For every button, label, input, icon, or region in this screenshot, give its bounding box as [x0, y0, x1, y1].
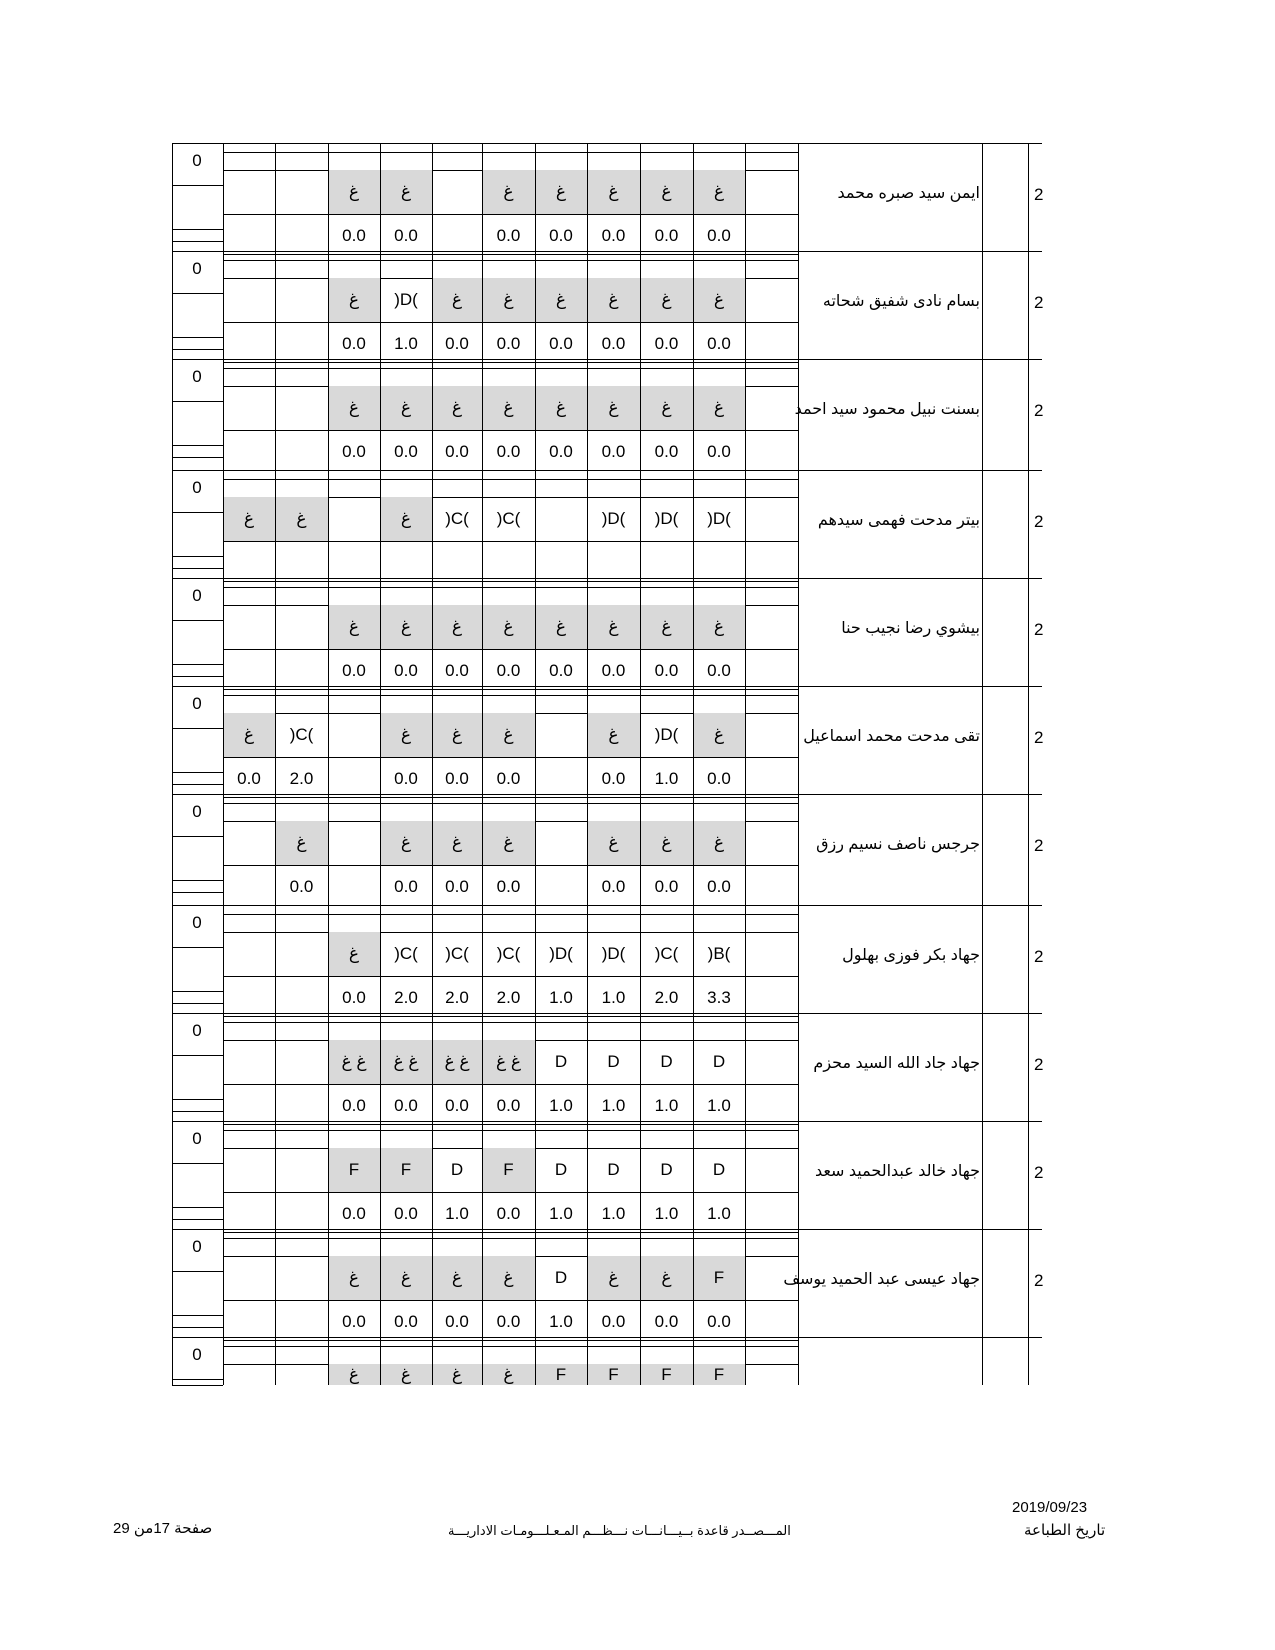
points-cell: 0.0 [496, 334, 521, 353]
points-cell: 1.0 [707, 1204, 731, 1223]
points-cell: 0.0 [342, 226, 366, 245]
points-cell: 1.0 [654, 1204, 679, 1223]
grade-cell: غ [693, 278, 745, 322]
total-subline [172, 241, 223, 242]
total-subline [172, 728, 223, 729]
grade-cell: غ غ [328, 1040, 380, 1084]
total-subline [172, 349, 223, 350]
grade-cell: )D( [601, 509, 626, 528]
name-column-right-border [982, 143, 983, 1385]
points-cell: 2.0 [289, 769, 314, 788]
grade-cell: غ [328, 386, 380, 430]
grade-cell: D [660, 1052, 673, 1071]
points-cell: 0.0 [654, 877, 679, 896]
grade-cell: غ [587, 713, 640, 757]
student-name: جهاد جاد الله السيد محزم [813, 1055, 980, 1072]
points-cell: 0.0 [394, 661, 418, 680]
points-cell: 0.0 [289, 877, 314, 896]
grade-cell: )D( [394, 290, 418, 309]
grade-cell: غ [432, 713, 482, 757]
grade-cell: غ [693, 821, 745, 865]
grade-cell: غ [587, 170, 640, 214]
total-value: 0 [192, 1021, 202, 1040]
grade-column-border [693, 143, 694, 1385]
grade-cell: غ [482, 386, 535, 430]
record-top-border [172, 1121, 1042, 1122]
student-name: جرجس ناصف نسيم رزق [816, 836, 980, 853]
grade-cell: غ [328, 932, 380, 976]
grade-cell: غ غ [380, 1040, 432, 1084]
student-name: تقى مدحت محمد اسماعيل [803, 728, 980, 745]
total-subline [172, 457, 223, 458]
grade-cell: غ [640, 821, 693, 865]
student-name: بسنت نبيل محمود سيد احمد [794, 401, 980, 418]
grade-cell: غ [482, 170, 535, 214]
total-value: 0 [192, 802, 202, 821]
record-subrow-line [223, 1238, 798, 1239]
record-top-border [172, 470, 1042, 471]
points-cell: 0.0 [654, 1312, 679, 1331]
grade-cell: D [712, 1052, 726, 1071]
total-subline [172, 1055, 223, 1056]
points-cell: 0.0 [445, 334, 469, 353]
grade-cell: F [380, 1148, 432, 1192]
record-subrow-line [223, 914, 798, 915]
grade-cell: D [607, 1052, 620, 1071]
points-cell: 0.0 [342, 988, 366, 1007]
record-top-border [172, 143, 1042, 144]
grade-cell: F [693, 1364, 745, 1385]
student-name: ايمن سيد صبره محمد [837, 185, 980, 202]
total-subline [172, 445, 223, 446]
grade-cell: غ [328, 170, 380, 214]
points-cell: 0.0 [707, 442, 731, 461]
total-subline [172, 512, 223, 513]
grade-cell: غ [380, 386, 432, 430]
points-cell: 0.0 [707, 769, 731, 788]
total-subline [172, 1315, 223, 1316]
grade-cell: غ [693, 713, 745, 757]
record-top-border [172, 1013, 1042, 1014]
grade-cell: )D( [601, 944, 626, 963]
points-cell: 2.0 [654, 988, 679, 1007]
grade-cell: غ [640, 170, 693, 214]
sequence-number: 2 [1034, 1055, 1044, 1074]
total-value: 0 [192, 478, 202, 497]
source-caption: المـــصــدر قاعدة بــيـــانـــات نـــظـــم المـعـلـــومـات الاداريـــة [448, 1523, 791, 1538]
points-cell: 1.0 [549, 1204, 573, 1223]
points-cell: 0.0 [496, 442, 521, 461]
total-subline [172, 556, 223, 557]
grade-cell: غ [640, 605, 693, 649]
grade-cell: D [450, 1160, 464, 1179]
points-cell: 0.0 [601, 877, 626, 896]
grade-cell: غ [432, 1256, 482, 1300]
grade-cell: غ [482, 1256, 535, 1300]
total-subline [172, 293, 223, 294]
grade-cell: F [640, 1364, 693, 1385]
points-cell: 0.0 [394, 877, 418, 896]
points-cell: 0.0 [549, 442, 573, 461]
total-value: 0 [192, 694, 202, 713]
points-cell: 0.0 [601, 1312, 626, 1331]
points-cell: 1.0 [549, 1312, 573, 1331]
points-cell: 0.0 [394, 769, 418, 788]
grade-cell: )B( [707, 944, 731, 963]
grade-cell: )C( [394, 944, 418, 963]
points-cell: 1.0 [601, 1096, 626, 1115]
grade-cell: غ [482, 713, 535, 757]
sequence-number: 2 [1034, 293, 1044, 312]
record-subrow-line [223, 152, 798, 153]
points-cell: 1.0 [654, 1096, 679, 1115]
points-cell: 0.0 [445, 769, 469, 788]
grade-cell: غ [640, 386, 693, 430]
total-subline [172, 1163, 223, 1164]
total-subline [172, 229, 223, 230]
points-cell: 1.0 [654, 769, 679, 788]
grade-cell: )C( [496, 944, 521, 963]
total-subline [172, 1327, 223, 1328]
sequence-number: 2 [1034, 512, 1044, 531]
points-cell: 2.0 [445, 988, 469, 1007]
points-cell: 0.0 [496, 1312, 521, 1331]
grade-cell: غ [432, 821, 482, 865]
total-value: 0 [192, 1345, 202, 1364]
points-cell: 0.0 [707, 661, 731, 680]
grade-cell: F [328, 1148, 380, 1192]
record-subrow-line [223, 803, 798, 804]
grade-cell: F [535, 1364, 587, 1385]
points-cell: 0.0 [601, 334, 626, 353]
points-cell: 0.0 [707, 334, 731, 353]
total-subline [172, 1207, 223, 1208]
points-cell: 0.0 [237, 769, 261, 788]
points-cell: 1.0 [601, 1204, 626, 1223]
print-date-label: تاريخ الطباعة [1024, 1522, 1106, 1539]
grade-cell: غ [693, 605, 745, 649]
points-cell: 0.0 [601, 769, 626, 788]
points-cell: 0.0 [496, 226, 521, 245]
total-subline [172, 676, 223, 677]
student-name: بيتر مدحت فهمى سيدهم [817, 512, 980, 529]
points-cell: 0.0 [601, 442, 626, 461]
points-cell: 0.0 [342, 661, 366, 680]
total-subline [172, 1099, 223, 1100]
grade-cell: غ [587, 821, 640, 865]
points-cell: 2.0 [394, 988, 418, 1007]
points-cell: 0.0 [496, 1204, 521, 1223]
points-cell: 0.0 [496, 769, 521, 788]
grade-cell: غ [380, 713, 432, 757]
grade-cell: غ [223, 497, 275, 541]
grade-cell: غ [640, 278, 693, 322]
total-subline [172, 1271, 223, 1272]
sequence-number: 2 [1034, 836, 1044, 855]
points-cell: 0.0 [654, 442, 679, 461]
grade-cell: غ [693, 386, 745, 430]
grade-cell: D [554, 1268, 568, 1287]
grade-cell: غ [693, 170, 745, 214]
points-cell: 3.3 [707, 988, 731, 1007]
sequence-number: 2 [1034, 620, 1044, 639]
grade-column-border [482, 143, 483, 1385]
points-cell: 0.0 [394, 1204, 418, 1223]
grade-row-bottom [223, 541, 798, 542]
grade-cell: غ [482, 605, 535, 649]
sequence-number: 2 [1034, 185, 1044, 204]
points-cell: 1.0 [707, 1096, 731, 1115]
grade-column-border [640, 143, 641, 1385]
record-subrow-line [223, 695, 798, 696]
grade-column-border [587, 143, 588, 1385]
student-name: جهاد بكر فوزى بهلول [842, 947, 980, 964]
points-row-bottom [223, 581, 798, 582]
points-cell: 0.0 [549, 226, 573, 245]
total-value: 0 [192, 151, 202, 170]
total-value: 0 [192, 913, 202, 932]
grade-cell: غ [482, 821, 535, 865]
grade-cell: غ [482, 278, 535, 322]
grade-cell: غ [587, 1256, 640, 1300]
points-cell: 2.0 [496, 988, 521, 1007]
grade-cell: )C( [654, 944, 679, 963]
total-subline [172, 1219, 223, 1220]
grade-column-border [380, 143, 381, 1385]
table-bottom-clip [172, 1385, 223, 1386]
record-subrow-line [223, 260, 798, 261]
record-subrow-line [223, 368, 798, 369]
points-cell: 1.0 [601, 988, 626, 1007]
total-subline [172, 947, 223, 948]
total-subline [172, 185, 223, 186]
grade-cell: )C( [289, 725, 314, 744]
grade-column-border [275, 143, 276, 1385]
grade-cell: غ [587, 386, 640, 430]
record-top-border [172, 359, 1042, 360]
points-cell: 0.0 [394, 442, 418, 461]
total-subline [172, 337, 223, 338]
grade-cell: )D( [707, 509, 731, 528]
total-subline [172, 991, 223, 992]
points-cell: 0.0 [394, 1096, 418, 1115]
points-cell: 0.0 [654, 661, 679, 680]
points-cell: 1.0 [549, 988, 573, 1007]
grade-cell: F [482, 1148, 535, 1192]
sequence-number: 2 [1034, 1271, 1044, 1290]
grade-cell: غ غ [482, 1040, 535, 1084]
grade-cell: غ [275, 497, 328, 541]
points-cell: 0.0 [601, 661, 626, 680]
points-cell: 1.0 [549, 1096, 573, 1115]
grade-cell: غ [380, 821, 432, 865]
grade-cell: غ [535, 605, 587, 649]
grade-cell: غ [432, 1364, 482, 1385]
grade-cell: غ [587, 605, 640, 649]
grade-column-border [223, 143, 224, 1385]
points-cell: 0.0 [445, 877, 469, 896]
points-cell: 0.0 [496, 661, 521, 680]
grade-column-border [328, 143, 329, 1385]
grade-cell: غ [535, 170, 587, 214]
total-subline [172, 880, 223, 881]
grade-cell: )C( [445, 509, 469, 528]
grade-cell: غ [432, 386, 482, 430]
grade-cell: غ [482, 1364, 535, 1385]
total-value: 0 [192, 586, 202, 605]
record-subrow-line [223, 1346, 798, 1347]
student-name: بسام نادى شفيق شحاته [822, 293, 980, 310]
record-subrow-line [223, 1130, 798, 1131]
sequence-number: 2 [1034, 728, 1044, 747]
grade-cell: )C( [445, 944, 469, 963]
total-value: 0 [192, 1129, 202, 1148]
grade-cell: غ [328, 1364, 380, 1385]
record-top-border [172, 686, 1042, 687]
total-subline [172, 772, 223, 773]
total-subline [172, 664, 223, 665]
record-top-border [172, 578, 1042, 579]
grade-cell: غ [380, 605, 432, 649]
grade-cell: )C( [496, 509, 521, 528]
points-cell: 1.0 [445, 1204, 469, 1223]
grade-cell: D [660, 1160, 673, 1179]
points-cell: 1.0 [394, 334, 418, 353]
total-value: 0 [192, 367, 202, 386]
student-name: بيشوي رضا نجيب حنا [841, 620, 980, 637]
record-top-border [172, 905, 1042, 906]
total-subline [172, 620, 223, 621]
sequence-number: 2 [1034, 947, 1044, 966]
grade-cell: غ [275, 821, 328, 865]
points-cell: 0.0 [654, 226, 679, 245]
grade-cell: غ [535, 386, 587, 430]
grade-cell: غ [640, 1256, 693, 1300]
student-name: جهاد خالد عبدالحميد سعد [814, 1163, 980, 1180]
grade-cell: غ [223, 713, 275, 757]
grade-cell: D [712, 1160, 726, 1179]
points-cell: 0.0 [342, 1312, 366, 1331]
record-top-border [172, 1229, 1042, 1230]
total-value: 0 [192, 259, 202, 278]
points-cell: 0.0 [394, 226, 418, 245]
points-cell: 0.0 [342, 334, 366, 353]
points-cell: 0.0 [342, 1204, 366, 1223]
total-subline [172, 1379, 223, 1380]
grade-cell: )D( [654, 725, 679, 744]
record-subrow-line [223, 479, 798, 480]
grade-cell: غ [535, 278, 587, 322]
grade-cell: غ غ [432, 1040, 482, 1084]
points-cell: 0.0 [445, 1096, 469, 1115]
points-cell: 0.0 [549, 334, 573, 353]
total-subline [172, 401, 223, 402]
sequence-number: 2 [1034, 1163, 1044, 1182]
student-name: جهاد عيسى عبد الحميد يوسف [783, 1271, 980, 1288]
record-subrow-line [223, 1022, 798, 1023]
points-cell: 0.0 [496, 877, 521, 896]
grade-cell: غ [380, 170, 432, 214]
grade-cell: F [693, 1256, 745, 1300]
total-subline [172, 784, 223, 785]
grade-cell: غ [328, 605, 380, 649]
grade-cell: D [554, 1160, 568, 1179]
total-value: 0 [192, 1237, 202, 1256]
points-cell: 0.0 [445, 661, 469, 680]
points-cell: 0.0 [342, 442, 366, 461]
seq-column-border [1028, 143, 1029, 1385]
grade-cell: F [587, 1364, 640, 1385]
grade-cell: غ [328, 278, 380, 322]
grade-cell: غ [380, 497, 432, 541]
table-left-border [172, 143, 173, 1385]
grade-cell: غ [328, 1256, 380, 1300]
sequence-number: 2 [1034, 401, 1044, 420]
points-cell: 0.0 [549, 661, 573, 680]
total-subline [172, 892, 223, 893]
grade-cell: D [607, 1160, 620, 1179]
points-cell: 0.0 [601, 226, 626, 245]
record-subrow-line [223, 587, 798, 588]
points-cell: 0.0 [707, 1312, 731, 1331]
total-subline [172, 1003, 223, 1004]
points-cell: 0.0 [707, 877, 731, 896]
print-date: 2019/09/23 [1012, 1499, 1088, 1516]
grade-column-border [745, 143, 746, 1385]
points-cell: 0.0 [654, 334, 679, 353]
points-cell: 0.0 [707, 226, 731, 245]
record-top-border [172, 251, 1042, 252]
name-column-border [798, 143, 799, 1385]
grade-cell: غ [380, 1364, 432, 1385]
grade-cell: غ [380, 1256, 432, 1300]
points-cell: 0.0 [496, 1096, 521, 1115]
total-subline [172, 1111, 223, 1112]
points-cell: 0.0 [394, 1312, 418, 1331]
grade-cell: )D( [654, 509, 679, 528]
page-number: صفحة 17من 29 [113, 1520, 213, 1537]
record-top-border [172, 1337, 1042, 1338]
grade-column-border [535, 143, 536, 1385]
points-cell: 0.0 [445, 442, 469, 461]
grade-cell: غ [432, 278, 482, 322]
grade-cell: غ [432, 605, 482, 649]
grade-cell: )D( [549, 944, 573, 963]
grade-cell: D [554, 1052, 568, 1071]
points-cell: 0.0 [445, 1312, 469, 1331]
total-subline [172, 568, 223, 569]
total-subline [172, 836, 223, 837]
grade-column-border [432, 143, 433, 1385]
points-cell: 0.0 [342, 1096, 366, 1115]
grade-cell: غ [587, 278, 640, 322]
record-top-border [172, 794, 1042, 795]
